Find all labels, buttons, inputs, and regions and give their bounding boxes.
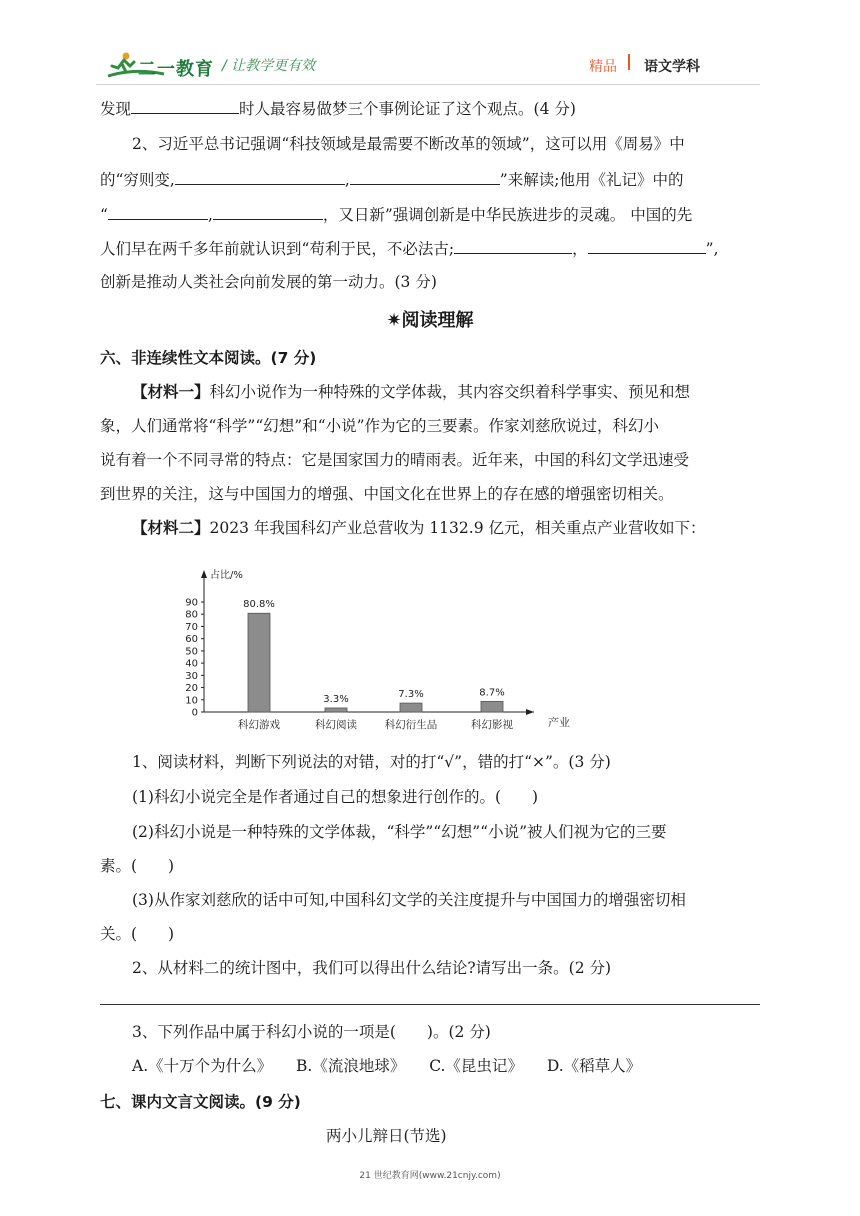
material-1-label: 【材料一】 — [132, 382, 210, 401]
blank-2[interactable] — [175, 169, 345, 185]
badge-subject: 语文学科 — [644, 59, 700, 75]
statement-3-line-1: (3)从作家刘慈欣的话中可知,中国科幻文学的关注度提升与中国国力的增强密切相 — [132, 891, 686, 909]
material-2-line — [132, 518, 760, 538]
bar-data-label: 80.8% — [243, 599, 275, 611]
option-c[interactable]: C.《昆虫记》 — [429, 1057, 523, 1075]
q2-line-2 — [100, 169, 760, 190]
q2-line-1: 2、习近平总书记强调“科技领域是最需要不断改革的领域”，这可以用《周易》中 — [132, 135, 685, 153]
material-1-line-4: 到世界的关注，这与中国国力的增强、中国文化在世界上的存在感的增强密切相关。 — [100, 485, 674, 503]
y-tick-label: 80 — [185, 609, 198, 621]
sub-question-1: 1、阅读材料，判断下列说法的对错，对的打“√”，错的打“×”。(3 分) — [132, 753, 611, 771]
q2-text-e: , — [207, 206, 213, 224]
y-tick-label: 10 — [185, 695, 198, 707]
statement-1: (1)科幻小说完全是作者通过自己的想象进行创作的。( ) — [132, 788, 539, 806]
poem-title: 两小儿辩日(节选) — [326, 1127, 447, 1145]
sub-question-3: 3、下列作品中属于科幻小说的一项是( )。(2 分) — [132, 1023, 491, 1041]
bar — [248, 613, 270, 712]
q2-text-a: 的“穷则变, — [100, 171, 175, 189]
y-tick-label: 90 — [185, 597, 198, 609]
blank-4[interactable] — [108, 204, 208, 220]
q2-text-h: ， — [572, 240, 588, 258]
material-1-line-1 — [132, 382, 760, 402]
y-tick-label: 0 — [191, 707, 198, 719]
x-axis-arrow — [526, 709, 534, 715]
option-a[interactable]: A.《十万个为什么》 — [132, 1057, 273, 1075]
y-tick-label: 30 — [185, 670, 198, 682]
q2-text-c: ”来解读;他用《礼记》中的 — [499, 171, 684, 189]
y-axis-arrow — [201, 570, 207, 578]
header-slogan: / 让教学更有效 — [222, 58, 316, 74]
q2-text-d: “ — [100, 206, 108, 224]
reading-section-title: ✷阅读理解 — [386, 310, 474, 331]
y-tick-label: 70 — [185, 621, 198, 633]
bar — [400, 703, 422, 712]
answer-line[interactable] — [100, 1004, 760, 1005]
x-category-label: 科幻阅读 — [315, 719, 357, 731]
blank-7[interactable] — [588, 238, 706, 254]
options-line — [132, 1056, 760, 1076]
badge-divider — [628, 54, 630, 70]
q2-text-b: , — [344, 171, 350, 189]
blank-1[interactable] — [131, 98, 239, 114]
q1-tail-line — [100, 98, 760, 119]
material-2-label: 【材料二】 — [132, 518, 210, 537]
material-2-text: 2023 年我国科幻产业总营收为 1132.9 亿元，相关重点产业营收如下： — [209, 519, 706, 537]
x-axis-label: 产业 — [548, 716, 570, 729]
q2-line-3 — [100, 204, 760, 225]
x-category-label: 科幻衍生品 — [384, 719, 438, 731]
material-1-line-3: 说有着一个不同寻常的特点：它是国家国力的晴雨表。近年来，中国的科幻文学迅速受 — [100, 451, 690, 469]
y-tick-label: 40 — [185, 658, 198, 670]
q2-line-4 — [100, 238, 760, 259]
page-header — [0, 0, 860, 92]
q2-text-g: 人们早在两千多年前就认识到“苟利于民，不必法古; — [100, 240, 455, 258]
blank-3[interactable] — [350, 169, 500, 185]
q1-text-a: 发现 — [100, 100, 132, 118]
q6-title: 六、非连续性文本阅读。(7 分) — [100, 349, 317, 367]
q7-title: 七、课内文言文阅读。(9 分) — [100, 1093, 301, 1111]
blank-6[interactable] — [454, 238, 572, 254]
blank-5[interactable] — [213, 204, 323, 220]
y-tick-label: 50 — [185, 646, 198, 658]
option-b[interactable]: B.《流浪地球》 — [296, 1057, 406, 1075]
sub-question-2: 2、从材料二的统计图中，我们可以得出什么结论?请写出一条。(2 分) — [132, 959, 612, 977]
statement-3-line-2: 关。( ) — [100, 925, 175, 943]
badge-quality: 精品 — [589, 59, 617, 75]
bar-data-label: 8.7% — [479, 687, 505, 699]
logo-text: 二一教育 — [138, 59, 214, 80]
bar — [325, 708, 347, 712]
x-category-label: 科幻影视 — [471, 719, 513, 731]
statement-2-line-1: (2)科幻小说是一种特殊的文学体裁，“科学”“幻想”“小说”被人们视为它的三要 — [132, 823, 667, 841]
bar-data-label: 3.3% — [323, 693, 349, 705]
q2-text-i: ”, — [705, 240, 719, 258]
bar — [481, 701, 503, 712]
statement-2-line-2: 素。( ) — [100, 857, 175, 875]
option-d[interactable]: D.《稻草人》 — [546, 1057, 642, 1075]
material-1-line-2: 象，人们通常将“科学”“幻想”和“小说”作为它的三要素。作家刘慈欣说过，科幻小 — [100, 417, 660, 435]
y-tick-label: 20 — [185, 683, 198, 695]
page-footer: 21 世纪教育网(www.21cnjy.com) — [359, 1171, 501, 1181]
q2-text-f: ，又日新”强调创新是中华民族进步的灵魂。 中国的先 — [322, 206, 693, 224]
q1-text-b: 时人最容易做梦三个事例论证了这个观点。(4 分) — [239, 100, 576, 118]
material-1-text: 科幻小说作为一种特殊的文学体裁，其内容交织着科学事实、预见和想 — [209, 383, 691, 401]
y-tick-label: 60 — [185, 634, 198, 646]
industry-revenue-bar-chart — [176, 562, 596, 742]
q2-line-5: 创新是推动人类社会向前发展的第一动力。(3 分) — [100, 273, 437, 291]
bar-data-label: 7.3% — [398, 689, 424, 701]
header-divider — [96, 84, 760, 85]
x-category-label: 科幻游戏 — [238, 719, 280, 731]
y-axis-label: 占比/% — [210, 570, 243, 581]
